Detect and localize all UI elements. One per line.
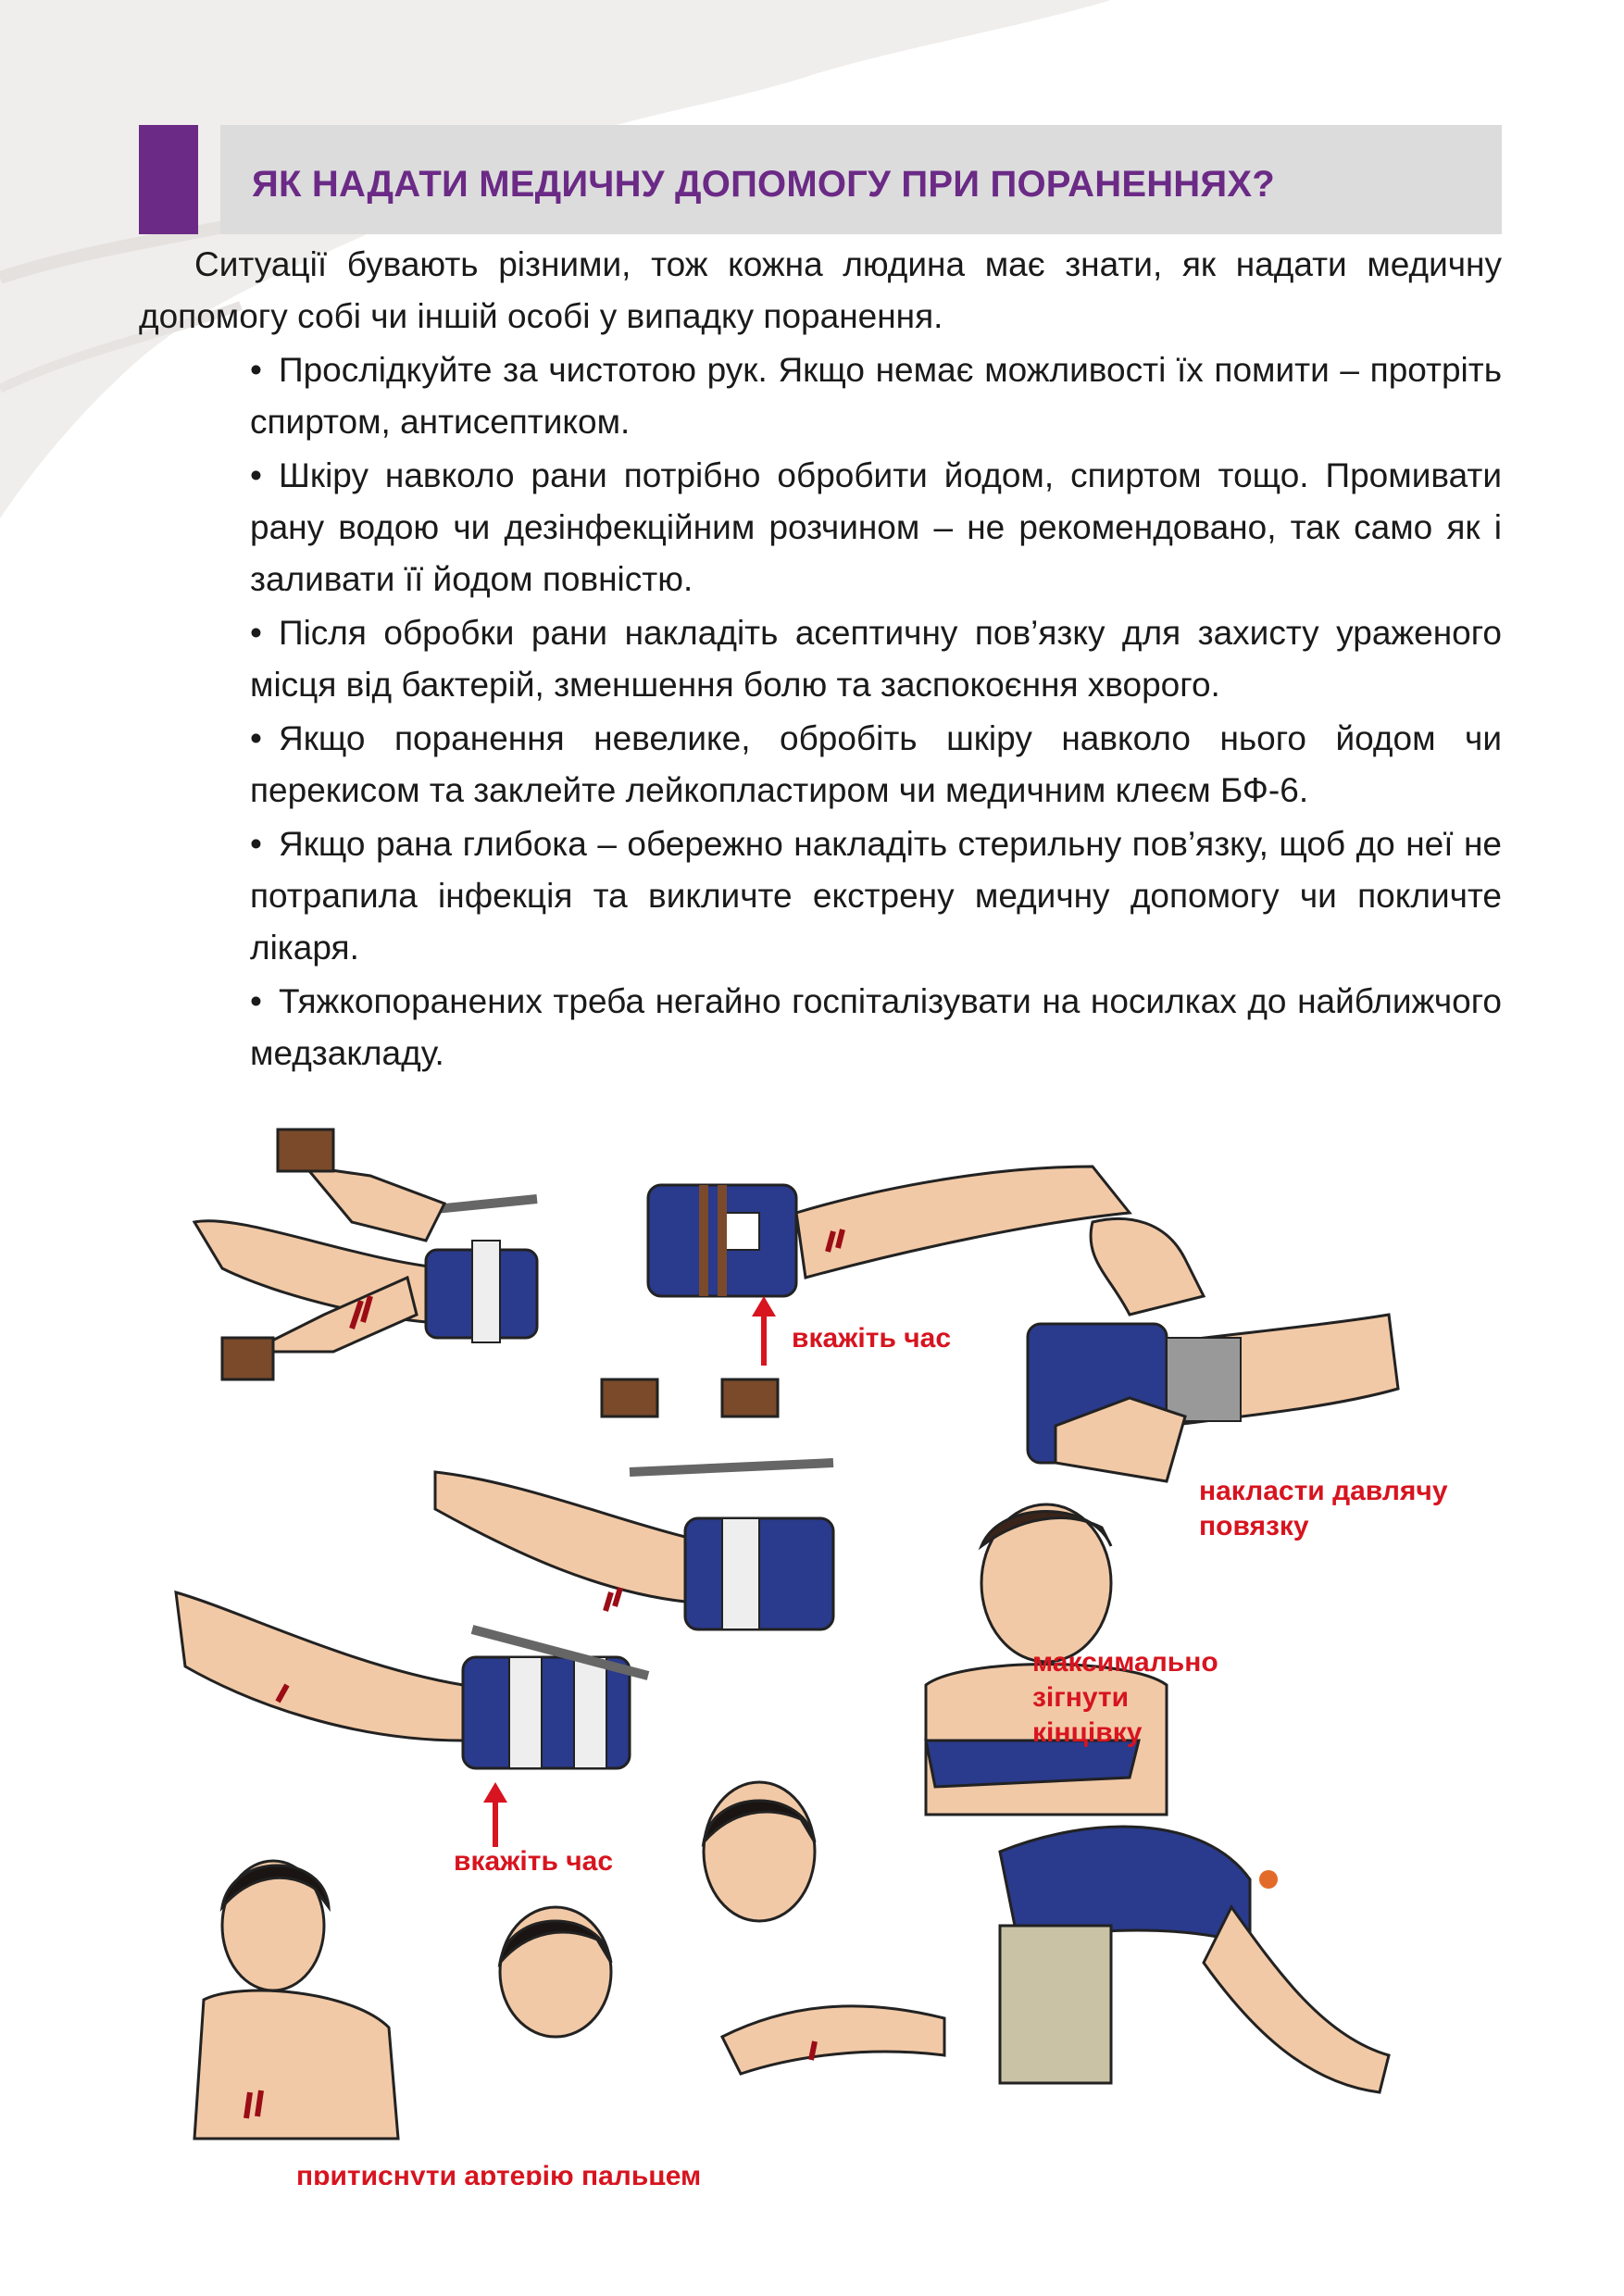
first-aid-illustrations <box>167 1111 1500 2185</box>
tourniquet-stick-illustration <box>194 1129 537 1379</box>
caption-bend-3: кінцівку <box>1032 1717 1143 1748</box>
caption-bend-1: максимально <box>1032 1647 1218 1678</box>
list-item: • Якщо рана глибока – обережно накладіть стерильну пов’язку, щоб до неї не потрапила інфекція та викличте екстрену медичну допомогу чи покличте лікаря. <box>250 818 1502 974</box>
caption-time-1: вкажіть час <box>792 1323 952 1354</box>
header-accent-bar <box>139 125 198 234</box>
bent-leg-illustration <box>1000 1827 1389 2092</box>
caption-bend-2: зігнути <box>1032 1682 1130 1713</box>
forearm-tourniquet-time-illustration <box>176 1592 648 1847</box>
list-item: • Прослідкуйте за чистотою рук. Якщо немає можливості їх помити – протріть спиртом, антисептиком. <box>250 344 1502 448</box>
list-item: • Якщо поранення невелике, обробіть шкіру навколо нього йодом чи перекисом та заклейте лейкопластиром чи медичним клеєм БФ-6. <box>250 713 1502 817</box>
advice-list <box>139 344 1502 1079</box>
caption-pressure-2: повязку <box>1199 1511 1309 1541</box>
list-item: • Шкіру навколо рани потрібно обробити йодом, спиртом тощо. Промивати рану водою чи дезінфекційним розчином – не рекомендовано, так само як і заливати її йодом повністю. <box>250 450 1502 605</box>
intro-paragraph: Ситуації бувають різними, тож кожна людина має знати, як надати медичну допомогу собі чи іншій особі у випадку поранення. <box>139 245 1502 335</box>
caption-time-2: вкажіть час <box>454 1846 614 1877</box>
page-title: ЯК НАДАТИ МЕДИЧНУ ДОПОМОГУ ПРИ ПОРАНЕННЯХ? <box>252 164 1275 205</box>
list-item: • Після обробки рани накладіть асептичну пов’язку для захисту ураженого місця від бактерій, зменшення болю та заспокоєння хворого. <box>250 607 1502 711</box>
caption-artery: притиснути артерію пальцем <box>296 2161 702 2185</box>
upper-arm-tourniquet-illustration <box>435 1379 833 1629</box>
list-item: • Тяжкопоранених треба негайно госпіталізувати на носилках до найближчого медзакладу. <box>250 976 1502 1079</box>
illustrations-canvas <box>167 1111 1500 2185</box>
body-text <box>139 239 1502 1081</box>
caption-pressure-1: накласти давлячу <box>1199 1476 1448 1506</box>
pressure-bandage-illustration <box>1028 1218 1398 1481</box>
section-header <box>139 125 1502 234</box>
artery-pressure-illustrations <box>194 1782 944 2139</box>
